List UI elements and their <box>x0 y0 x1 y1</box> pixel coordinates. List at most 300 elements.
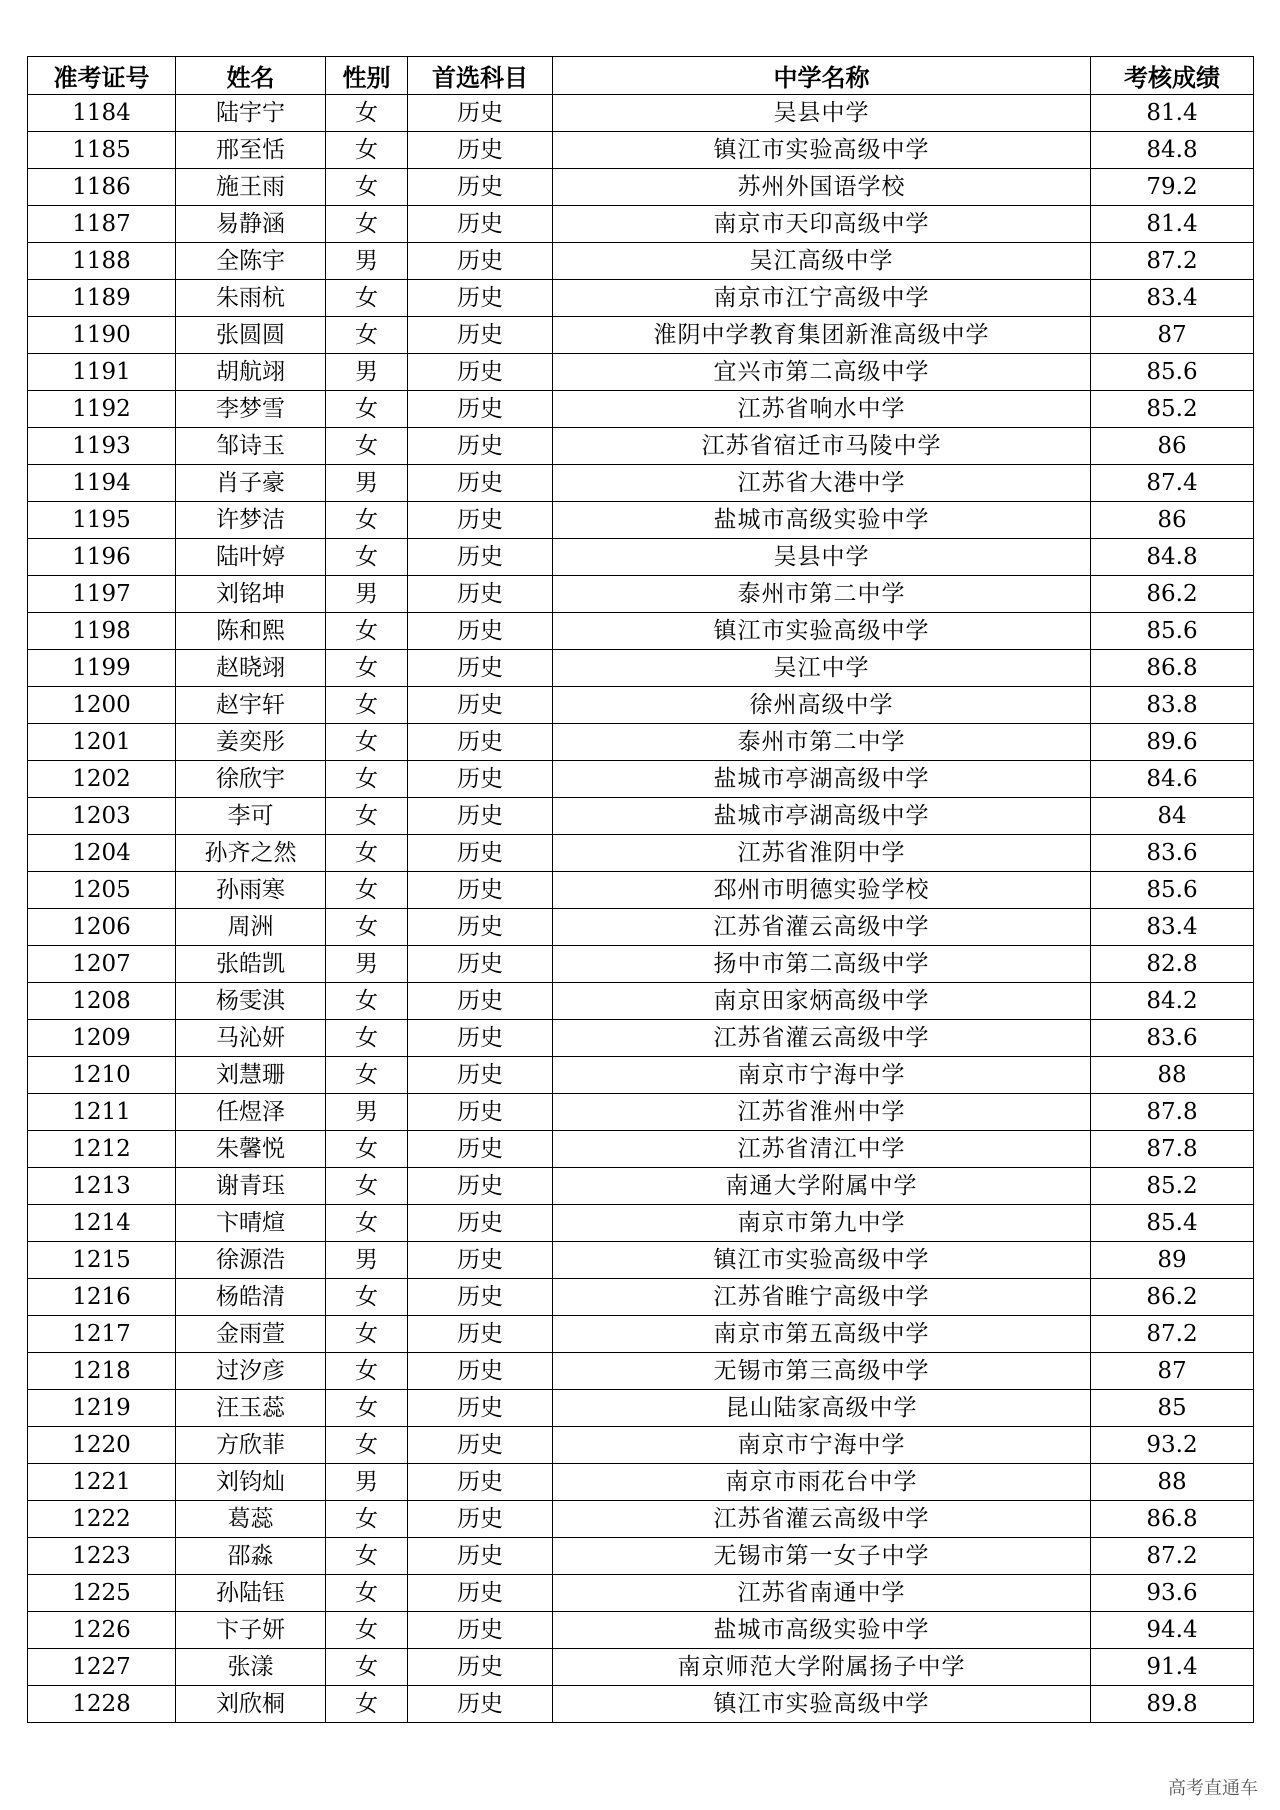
cell-subject: 历史 <box>408 1020 553 1057</box>
cell-school: 吴县中学 <box>553 95 1091 132</box>
cell-score: 84.8 <box>1091 132 1254 169</box>
table-row <box>28 354 1254 391</box>
cell-gender: 女 <box>326 1168 408 1205</box>
cell-score: 84 <box>1091 798 1254 835</box>
cell-school: 江苏省睢宁高级中学 <box>553 1279 1091 1316</box>
cell-name: 过汐彦 <box>176 1353 326 1390</box>
cell-id: 1191 <box>28 354 176 391</box>
cell-name: 周洲 <box>176 909 326 946</box>
cell-gender: 女 <box>326 798 408 835</box>
cell-school: 无锡市第三高级中学 <box>553 1353 1091 1390</box>
cell-subject: 历史 <box>408 243 553 280</box>
cell-name: 全陈宇 <box>176 243 326 280</box>
table-row <box>28 1279 1254 1316</box>
cell-id: 1193 <box>28 428 176 465</box>
cell-score: 85.2 <box>1091 1168 1254 1205</box>
cell-school: 南京市宁海中学 <box>553 1057 1091 1094</box>
cell-score: 83.4 <box>1091 909 1254 946</box>
cell-school: 江苏省宿迁市马陵中学 <box>553 428 1091 465</box>
table-row <box>28 539 1254 576</box>
cell-id: 1219 <box>28 1390 176 1427</box>
cell-school: 苏州外国语学校 <box>553 169 1091 206</box>
cell-name: 刘欣桐 <box>176 1686 326 1723</box>
cell-id: 1205 <box>28 872 176 909</box>
cell-gender: 男 <box>326 576 408 613</box>
cell-gender: 女 <box>326 1538 408 1575</box>
table-row <box>28 1538 1254 1575</box>
cell-name: 谢青珏 <box>176 1168 326 1205</box>
table-row <box>28 909 1254 946</box>
table-row <box>28 946 1254 983</box>
cell-school: 淮阴中学教育集团新淮高级中学 <box>553 317 1091 354</box>
cell-score: 85.6 <box>1091 354 1254 391</box>
cell-school: 江苏省大港中学 <box>553 465 1091 502</box>
cell-subject: 历史 <box>408 1538 553 1575</box>
cell-gender: 女 <box>326 1501 408 1538</box>
cell-subject: 历史 <box>408 206 553 243</box>
table-row <box>28 1612 1254 1649</box>
table-row <box>28 1427 1254 1464</box>
cell-school: 江苏省灌云高级中学 <box>553 909 1091 946</box>
cell-name: 施王雨 <box>176 169 326 206</box>
cell-school: 镇江市实验高级中学 <box>553 132 1091 169</box>
cell-gender: 男 <box>326 1094 408 1131</box>
cell-school: 镇江市实验高级中学 <box>553 1686 1091 1723</box>
cell-subject: 历史 <box>408 835 553 872</box>
cell-name: 朱雨杭 <box>176 280 326 317</box>
cell-score: 93.6 <box>1091 1575 1254 1612</box>
cell-id: 1197 <box>28 576 176 613</box>
cell-subject: 历史 <box>408 576 553 613</box>
cell-school: 徐州高级中学 <box>553 687 1091 724</box>
table-row <box>28 428 1254 465</box>
table-row <box>28 1575 1254 1612</box>
cell-school: 江苏省淮州中学 <box>553 1094 1091 1131</box>
table-row <box>28 317 1254 354</box>
cell-name: 姜奕彤 <box>176 724 326 761</box>
header-subject: 首选科目 <box>408 57 553 95</box>
table-row <box>28 502 1254 539</box>
cell-gender: 女 <box>326 132 408 169</box>
cell-name: 赵宇轩 <box>176 687 326 724</box>
cell-subject: 历史 <box>408 1279 553 1316</box>
cell-name: 胡航翊 <box>176 354 326 391</box>
cell-id: 1213 <box>28 1168 176 1205</box>
cell-id: 1187 <box>28 206 176 243</box>
cell-name: 葛蕊 <box>176 1501 326 1538</box>
cell-score: 85.6 <box>1091 613 1254 650</box>
cell-school: 盐城市高级实验中学 <box>553 502 1091 539</box>
cell-gender: 女 <box>326 1020 408 1057</box>
cell-id: 1227 <box>28 1649 176 1686</box>
table-row <box>28 872 1254 909</box>
cell-id: 1220 <box>28 1427 176 1464</box>
table-row <box>28 983 1254 1020</box>
table-row <box>28 95 1254 132</box>
cell-name: 陆宇宁 <box>176 95 326 132</box>
cell-subject: 历史 <box>408 132 553 169</box>
cell-score: 87.8 <box>1091 1131 1254 1168</box>
cell-id: 1199 <box>28 650 176 687</box>
table-row <box>28 1316 1254 1353</box>
cell-id: 1200 <box>28 687 176 724</box>
cell-gender: 女 <box>326 502 408 539</box>
cell-subject: 历史 <box>408 465 553 502</box>
table-row <box>28 687 1254 724</box>
cell-score: 87.2 <box>1091 1316 1254 1353</box>
table-row <box>28 1390 1254 1427</box>
cell-id: 1212 <box>28 1131 176 1168</box>
cell-id: 1202 <box>28 761 176 798</box>
cell-gender: 女 <box>326 280 408 317</box>
cell-score: 84.6 <box>1091 761 1254 798</box>
cell-score: 88 <box>1091 1057 1254 1094</box>
table-row <box>28 798 1254 835</box>
cell-subject: 历史 <box>408 95 553 132</box>
cell-gender: 女 <box>326 761 408 798</box>
cell-school: 吴江高级中学 <box>553 243 1091 280</box>
cell-score: 86.8 <box>1091 1501 1254 1538</box>
cell-id: 1223 <box>28 1538 176 1575</box>
cell-gender: 男 <box>326 1464 408 1501</box>
cell-id: 1203 <box>28 798 176 835</box>
table-body <box>28 95 1254 1723</box>
table-row <box>28 1094 1254 1131</box>
table-row <box>28 1464 1254 1501</box>
cell-id: 1196 <box>28 539 176 576</box>
cell-id: 1216 <box>28 1279 176 1316</box>
cell-subject: 历史 <box>408 317 553 354</box>
cell-gender: 女 <box>326 1316 408 1353</box>
cell-score: 86.8 <box>1091 650 1254 687</box>
cell-school: 南通大学附属中学 <box>553 1168 1091 1205</box>
cell-score: 87 <box>1091 1353 1254 1390</box>
cell-name: 陈和熙 <box>176 613 326 650</box>
cell-id: 1214 <box>28 1205 176 1242</box>
cell-score: 89 <box>1091 1242 1254 1279</box>
cell-score: 84.8 <box>1091 539 1254 576</box>
table-row <box>28 1649 1254 1686</box>
cell-name: 刘慧珊 <box>176 1057 326 1094</box>
header-school: 中学名称 <box>553 57 1091 95</box>
cell-gender: 女 <box>326 613 408 650</box>
header-score: 考核成绩 <box>1091 57 1254 95</box>
cell-id: 1194 <box>28 465 176 502</box>
cell-school: 南京市江宁高级中学 <box>553 280 1091 317</box>
cell-gender: 女 <box>326 1353 408 1390</box>
cell-name: 张圆圆 <box>176 317 326 354</box>
cell-name: 徐源浩 <box>176 1242 326 1279</box>
cell-school: 南京市宁海中学 <box>553 1427 1091 1464</box>
table-row <box>28 1205 1254 1242</box>
cell-subject: 历史 <box>408 1168 553 1205</box>
cell-score: 91.4 <box>1091 1649 1254 1686</box>
cell-school: 无锡市第一女子中学 <box>553 1538 1091 1575</box>
cell-score: 86.2 <box>1091 576 1254 613</box>
cell-name: 李可 <box>176 798 326 835</box>
cell-id: 1204 <box>28 835 176 872</box>
header-name: 姓名 <box>176 57 326 95</box>
cell-subject: 历史 <box>408 354 553 391</box>
cell-gender: 女 <box>326 1057 408 1094</box>
cell-subject: 历史 <box>408 872 553 909</box>
cell-name: 徐欣宇 <box>176 761 326 798</box>
cell-school: 盐城市亭湖高级中学 <box>553 761 1091 798</box>
table-row <box>28 1020 1254 1057</box>
cell-name: 张皓凯 <box>176 946 326 983</box>
cell-subject: 历史 <box>408 1464 553 1501</box>
cell-gender: 女 <box>326 428 408 465</box>
cell-gender: 女 <box>326 539 408 576</box>
cell-gender: 女 <box>326 1612 408 1649</box>
cell-score: 84.2 <box>1091 983 1254 1020</box>
cell-subject: 历史 <box>408 169 553 206</box>
cell-name: 易静涵 <box>176 206 326 243</box>
cell-name: 方欣菲 <box>176 1427 326 1464</box>
cell-score: 86 <box>1091 502 1254 539</box>
cell-name: 朱馨悦 <box>176 1131 326 1168</box>
table-row <box>28 280 1254 317</box>
cell-gender: 男 <box>326 946 408 983</box>
cell-gender: 女 <box>326 1279 408 1316</box>
cell-id: 1186 <box>28 169 176 206</box>
cell-subject: 历史 <box>408 428 553 465</box>
cell-subject: 历史 <box>408 1686 553 1723</box>
cell-subject: 历史 <box>408 1057 553 1094</box>
cell-school: 盐城市亭湖高级中学 <box>553 798 1091 835</box>
cell-score: 83.6 <box>1091 835 1254 872</box>
cell-gender: 女 <box>326 1575 408 1612</box>
table-header-row <box>28 57 1254 95</box>
cell-subject: 历史 <box>408 502 553 539</box>
cell-school: 南京市第九中学 <box>553 1205 1091 1242</box>
cell-gender: 女 <box>326 835 408 872</box>
cell-name: 孙雨寒 <box>176 872 326 909</box>
cell-id: 1207 <box>28 946 176 983</box>
cell-school: 江苏省淮阴中学 <box>553 835 1091 872</box>
cell-id: 1190 <box>28 317 176 354</box>
cell-score: 83.6 <box>1091 1020 1254 1057</box>
table-row <box>28 1353 1254 1390</box>
table-row <box>28 650 1254 687</box>
cell-subject: 历史 <box>408 539 553 576</box>
cell-school: 盐城市高级实验中学 <box>553 1612 1091 1649</box>
cell-score: 93.2 <box>1091 1427 1254 1464</box>
cell-gender: 女 <box>326 1427 408 1464</box>
cell-gender: 女 <box>326 391 408 428</box>
cell-gender: 女 <box>326 206 408 243</box>
cell-name: 陆叶婷 <box>176 539 326 576</box>
cell-id: 1215 <box>28 1242 176 1279</box>
cell-score: 85.2 <box>1091 391 1254 428</box>
cell-id: 1188 <box>28 243 176 280</box>
cell-id: 1192 <box>28 391 176 428</box>
cell-score: 87 <box>1091 317 1254 354</box>
cell-gender: 女 <box>326 872 408 909</box>
cell-gender: 男 <box>326 354 408 391</box>
cell-subject: 历史 <box>408 391 553 428</box>
cell-gender: 女 <box>326 1205 408 1242</box>
cell-name: 孙陆钰 <box>176 1575 326 1612</box>
cell-id: 1210 <box>28 1057 176 1094</box>
table-row <box>28 1131 1254 1168</box>
cell-name: 任煜泽 <box>176 1094 326 1131</box>
cell-id: 1221 <box>28 1464 176 1501</box>
table-row <box>28 1501 1254 1538</box>
cell-score: 83.4 <box>1091 280 1254 317</box>
cell-name: 刘钧灿 <box>176 1464 326 1501</box>
cell-id: 1208 <box>28 983 176 1020</box>
cell-school: 宜兴市第二高级中学 <box>553 354 1091 391</box>
cell-subject: 历史 <box>408 724 553 761</box>
cell-score: 89.6 <box>1091 724 1254 761</box>
cell-subject: 历史 <box>408 1353 553 1390</box>
header-id: 准考证号 <box>28 57 176 95</box>
cell-school: 南京市天印高级中学 <box>553 206 1091 243</box>
cell-name: 杨雯淇 <box>176 983 326 1020</box>
cell-gender: 女 <box>326 1649 408 1686</box>
cell-school: 泰州市第二中学 <box>553 724 1091 761</box>
cell-subject: 历史 <box>408 761 553 798</box>
cell-name: 卞子妍 <box>176 1612 326 1649</box>
cell-id: 1209 <box>28 1020 176 1057</box>
cell-school: 南京市第五高级中学 <box>553 1316 1091 1353</box>
cell-subject: 历史 <box>408 983 553 1020</box>
cell-subject: 历史 <box>408 1501 553 1538</box>
cell-subject: 历史 <box>408 280 553 317</box>
cell-name: 刘铭坤 <box>176 576 326 613</box>
cell-name: 李梦雪 <box>176 391 326 428</box>
table-row <box>28 724 1254 761</box>
cell-score: 87.4 <box>1091 465 1254 502</box>
cell-subject: 历史 <box>408 1205 553 1242</box>
cell-subject: 历史 <box>408 650 553 687</box>
cell-gender: 女 <box>326 169 408 206</box>
cell-id: 1206 <box>28 909 176 946</box>
cell-id: 1211 <box>28 1094 176 1131</box>
table-row <box>28 169 1254 206</box>
cell-id: 1228 <box>28 1686 176 1723</box>
cell-subject: 历史 <box>408 1649 553 1686</box>
cell-gender: 女 <box>326 1686 408 1723</box>
cell-name: 马沁妍 <box>176 1020 326 1057</box>
table-row <box>28 243 1254 280</box>
table-row <box>28 391 1254 428</box>
cell-school: 镇江市实验高级中学 <box>553 613 1091 650</box>
table-row <box>28 206 1254 243</box>
cell-subject: 历史 <box>408 1131 553 1168</box>
cell-subject: 历史 <box>408 1094 553 1131</box>
cell-id: 1195 <box>28 502 176 539</box>
cell-name: 汪玉蕊 <box>176 1390 326 1427</box>
cell-score: 85.4 <box>1091 1205 1254 1242</box>
table-row <box>28 132 1254 169</box>
cell-gender: 女 <box>326 724 408 761</box>
cell-gender: 男 <box>326 1242 408 1279</box>
cell-name: 邹诗玉 <box>176 428 326 465</box>
cell-id: 1225 <box>28 1575 176 1612</box>
cell-gender: 男 <box>326 243 408 280</box>
cell-gender: 女 <box>326 909 408 946</box>
cell-school: 镇江市实验高级中学 <box>553 1242 1091 1279</box>
cell-score: 88 <box>1091 1464 1254 1501</box>
table-row <box>28 1242 1254 1279</box>
table-row <box>28 1057 1254 1094</box>
cell-name: 杨皓清 <box>176 1279 326 1316</box>
cell-school: 吴江中学 <box>553 650 1091 687</box>
cell-name: 邵淼 <box>176 1538 326 1575</box>
cell-school: 江苏省南通中学 <box>553 1575 1091 1612</box>
cell-id: 1217 <box>28 1316 176 1353</box>
cell-subject: 历史 <box>408 613 553 650</box>
cell-score: 87.2 <box>1091 1538 1254 1575</box>
cell-school: 南京田家炳高级中学 <box>553 983 1091 1020</box>
cell-score: 86.2 <box>1091 1279 1254 1316</box>
header-gender: 性别 <box>326 57 408 95</box>
watermark: 高考直通车 <box>1168 1778 1258 1799</box>
cell-name: 赵晓翊 <box>176 650 326 687</box>
cell-score: 81.4 <box>1091 95 1254 132</box>
cell-subject: 历史 <box>408 1390 553 1427</box>
cell-gender: 男 <box>326 465 408 502</box>
cell-subject: 历史 <box>408 1612 553 1649</box>
table-row <box>28 835 1254 872</box>
cell-id: 1201 <box>28 724 176 761</box>
cell-name: 许梦洁 <box>176 502 326 539</box>
cell-school: 江苏省清江中学 <box>553 1131 1091 1168</box>
cell-id: 1218 <box>28 1353 176 1390</box>
cell-school: 邳州市明德实验学校 <box>553 872 1091 909</box>
cell-id: 1189 <box>28 280 176 317</box>
cell-subject: 历史 <box>408 1575 553 1612</box>
cell-gender: 女 <box>326 317 408 354</box>
cell-subject: 历史 <box>408 687 553 724</box>
cell-name: 金雨萱 <box>176 1316 326 1353</box>
cell-id: 1198 <box>28 613 176 650</box>
cell-score: 85 <box>1091 1390 1254 1427</box>
cell-subject: 历史 <box>408 798 553 835</box>
cell-subject: 历史 <box>408 1242 553 1279</box>
cell-score: 87.8 <box>1091 1094 1254 1131</box>
cell-school: 南京市雨花台中学 <box>553 1464 1091 1501</box>
cell-score: 81.4 <box>1091 206 1254 243</box>
table-row <box>28 1168 1254 1205</box>
cell-school: 南京师范大学附属扬子中学 <box>553 1649 1091 1686</box>
cell-name: 卞晴煊 <box>176 1205 326 1242</box>
cell-subject: 历史 <box>408 909 553 946</box>
cell-score: 79.2 <box>1091 169 1254 206</box>
table-row <box>28 465 1254 502</box>
cell-id: 1184 <box>28 95 176 132</box>
cell-school: 扬中市第二高级中学 <box>553 946 1091 983</box>
cell-name: 张漾 <box>176 1649 326 1686</box>
cell-school: 泰州市第二中学 <box>553 576 1091 613</box>
cell-school: 江苏省灌云高级中学 <box>553 1020 1091 1057</box>
cell-subject: 历史 <box>408 946 553 983</box>
cell-name: 孙齐之然 <box>176 835 326 872</box>
table-row <box>28 576 1254 613</box>
cell-name: 肖子豪 <box>176 465 326 502</box>
cell-name: 邢至恬 <box>176 132 326 169</box>
cell-score: 89.8 <box>1091 1686 1254 1723</box>
table-row <box>28 761 1254 798</box>
table-row <box>28 613 1254 650</box>
cell-subject: 历史 <box>408 1316 553 1353</box>
cell-id: 1226 <box>28 1612 176 1649</box>
cell-gender: 女 <box>326 983 408 1020</box>
cell-id: 1185 <box>28 132 176 169</box>
cell-score: 94.4 <box>1091 1612 1254 1649</box>
